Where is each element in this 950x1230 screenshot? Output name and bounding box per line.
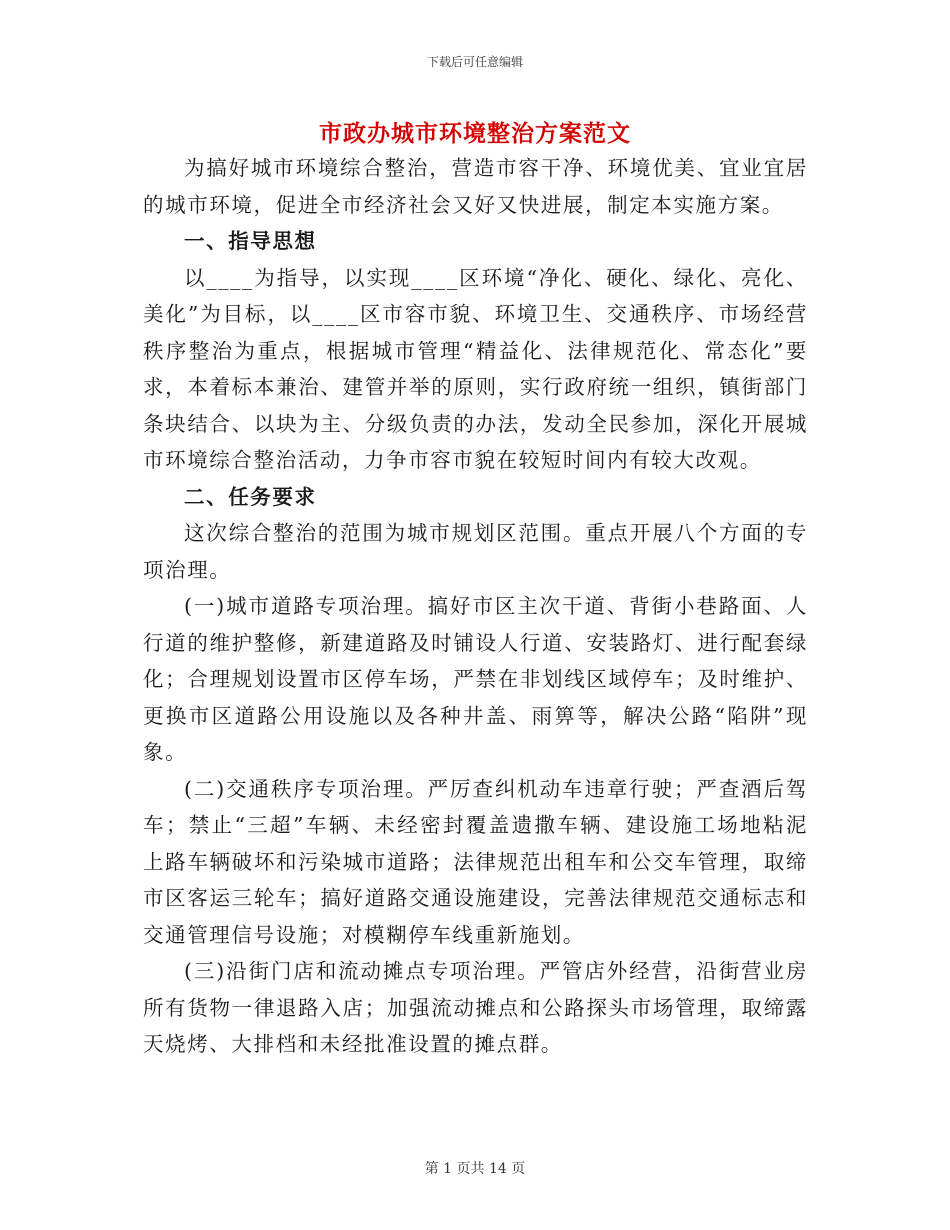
document-title: 市政办城市环境整治方案范文 xyxy=(319,121,631,147)
guiding-ideology-paragraph: 以____为指导，以实现____区环境“净化、硬化、绿化、亮化、美化”为目标，以____区市容市貌、环境卫生、交通秩序、市场经营秩序整治为重点，根据城市管理“精益化、法律规范化、常态化”要求，本着标本兼治、建管并举的原则，实行政府统一组织，镇街部门条块结合、以块为主、分级负责的办法，发动全民参加，深化开展城市环境综合整治活动，力争市容市貌在较短时间内有较大改观。 xyxy=(143,265,808,472)
page-header: 下载后可任意编辑 xyxy=(426,55,523,69)
document-body xyxy=(143,150,808,1063)
street-vendor-governance-paragraph: (三)沿街门店和流动摊点专项治理。严管店外经营，沿街营业房所有货物一律退路入店；加强流动摊点和公路探头市场管理，取缔露天烧烤、大排档和未经批准设置的摊点群。 xyxy=(143,959,808,1056)
road-governance-paragraph: (一)城市道路专项治理。搞好市区主次干道、背街小巷路面、人行道的维护整修，新建道路及时铺设人行道、安装路灯、进行配套绿化；合理规划设置市区停车场，严禁在非划线区域停车；及时维护、更换市区道路公用设施以及各种井盖、雨箅等，解决公路“陷阱”现象。 xyxy=(143,594,808,764)
section-heading-guiding-ideology: 一、指导思想 xyxy=(184,229,317,253)
scope-paragraph: 这次综合整治的范围为城市规划区范围。重点开展八个方面的专项治理。 xyxy=(143,521,808,582)
traffic-governance-paragraph: (二)交通秩序专项治理。严厉查纠机动车违章行驶；严查酒后驾车；禁止“三超”车辆、未经密封覆盖遗撒车辆、建设施工场地粘泥上路车辆破坏和污染城市道路；法律规范出租车和公交车管理，取缔市区客运三轮车；搞好道路交通设施建设，完善法律规范交通标志和交通管理信号设施；对模糊停车线重新施划。 xyxy=(143,776,808,947)
section-heading-task-requirements: 二、任务要求 xyxy=(184,484,317,509)
intro-paragraph: 为搞好城市环境综合整治，营造市容干净、环境优美、宜业宜居的城市环境，促进全市经济社会又好又快进展，制定本实施方案。 xyxy=(143,156,808,217)
page-number: 第 1 页共 14 页 xyxy=(424,1161,526,1177)
